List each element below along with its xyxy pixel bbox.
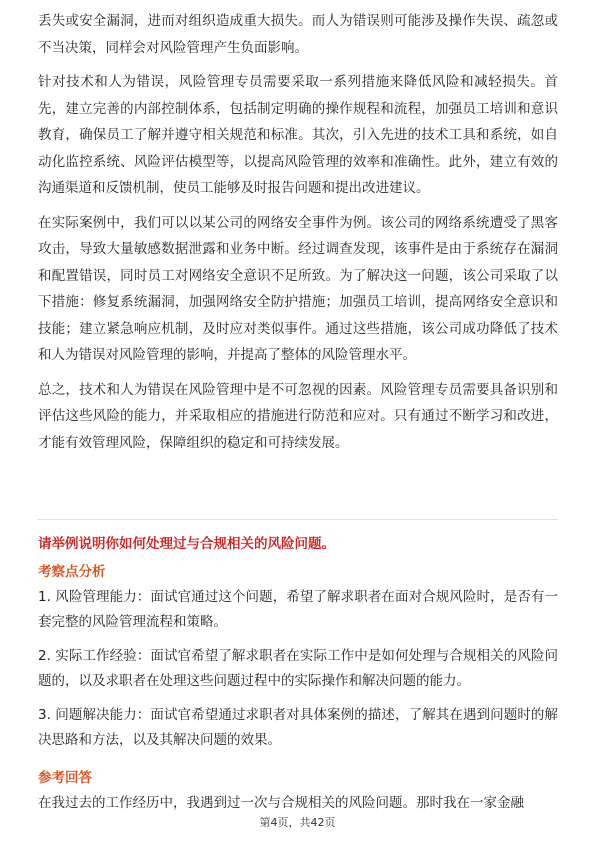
analysis-item-risk-management: 1. 风险管理能力：面试官通过这个问题，希望了解求职者在面对合规风险时，是否有一套完整的风险管理流程和策略。 [38, 589, 558, 630]
analysis-list [38, 585, 558, 762]
paragraph-measures: 针对技术和人为错误，风险管理专员需要采取一系列措施来降低风险和减轻损失。首先，建立完善的内部控制体系，包括制定明确的操作规程和流程，加强员工培训和意识教育，确保员工了解并遵守相关规范和标准。其次，引入先进的技术工具和系统，如自动化监控系统、风险评估模型等，以提高风险管理的效率和准确性。此外，建立有效的沟通渠道和反馈机制，使员工能够及时报告问题和提出改进建议。 [38, 74, 558, 196]
paragraph-case-study: 在实际案例中，我们可以以某公司的网络安全事件为例。该公司的网络系统遭受了黑客攻击，导致大量敏感数据泄露和业务中断。经过调查发现，该事件是由于系统存在漏洞和配置错误，同时员工对网络安全意识不足所致。为了解决这一问题，该公司采取了以下措施：修复系统漏洞，加强网络安全防护措施；加强员工培训，提高网络安全意识和技能；建立紧急响应机制，及时应对类似事件。通过这些措施，该公司成功降低了技术和人为错误对风险管理的影响，并提高了整体的风险管理水平。 [38, 214, 558, 363]
analysis-heading: 考察点分析 [38, 564, 106, 580]
paragraph-summary: 总之，技术和人为错误在风险管理中是不可忽视的因素。风险管理专员需要具备识别和评估这些风险的能力，并采取相应的措施进行防范和应对。只有通过不断学习和改进，才能有效管理风险，保障组织的稳定和可持续发展。 [38, 381, 558, 451]
section-divider [38, 519, 558, 520]
paragraph-continuation: 丢失或安全漏洞，进而对组织造成重大损失。而人为错误则可能涉及操作失误、疏忽或不当决策，同样会对风险管理产生负面影响。 [38, 13, 558, 56]
analysis-item-problem-solving: 3. 问题解决能力：面试官希望通过求职者对具体案例的描述，了解其在遇到问题时的解决思路和方法，以及其解决问题的效果。 [38, 707, 558, 748]
reference-answer-heading: 参考回答 [38, 770, 92, 786]
analysis-item-work-experience: 2. 实际工作经验：面试官希望了解求职者在实际工作中是如何处理与合规相关的风险问题的，以及求职者在处理这些问题过程中的实际操作和解决问题的能力。 [38, 648, 558, 689]
document-body [38, 0, 558, 456]
reference-answer-text: 在我过去的工作经历中，我遇到过一次与合规相关的风险问题。那时我在一家金融 [38, 795, 524, 811]
page-number: 第4页，共42页 [259, 816, 336, 829]
interview-question: 请举例说明你如何处理过与合规相关的风险问题。 [38, 536, 335, 552]
